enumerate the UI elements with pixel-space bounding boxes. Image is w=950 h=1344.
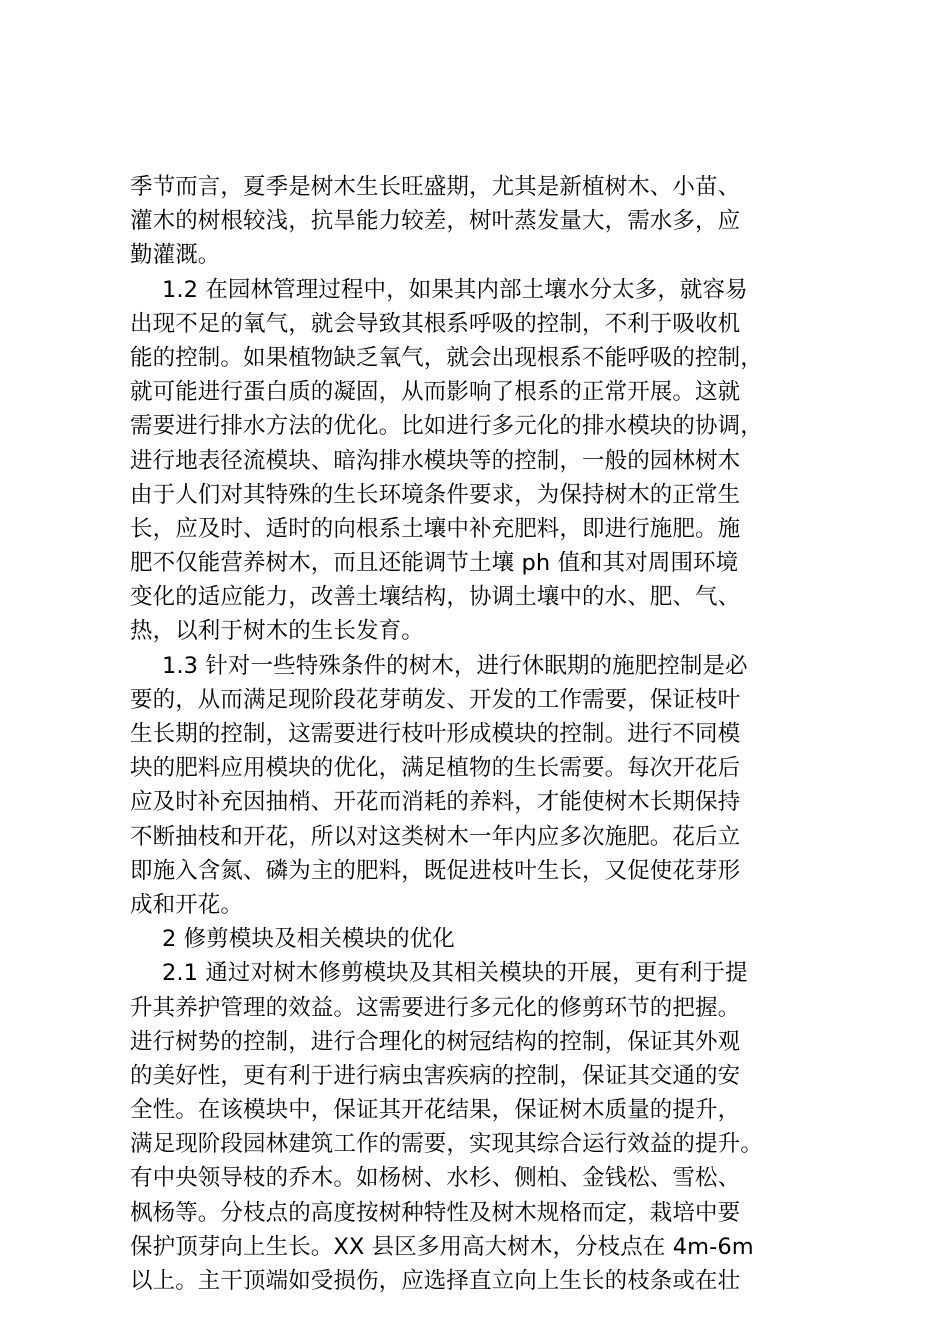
text-line: 要的，从而满足现阶段花芽萌发、开发的工作需要，保证枝叶 (130, 686, 741, 713)
text-line: 热，以利于树木的生长发育。 (130, 618, 424, 645)
section-heading: 2 修剪模块及相关模块的优化 (162, 926, 455, 953)
text-line: 不断抽枝和开花，所以对这类树木一年内应多次施肥。花后立 (130, 823, 741, 850)
text-line: 灌木的树根较浅，抗旱能力较差，树叶蒸发量大，需水多，应 (130, 208, 741, 235)
text-line: 升其养护管理的效益。这需要进行多元化的修剪环节的把握。 (130, 994, 741, 1021)
text-line: 肥不仅能营养树木，而且还能调节土壤 ph 值和其对周围环境 (130, 550, 739, 577)
text-line: 变化的适应能力，改善土壤结构，协调土壤中的水、肥、气、 (130, 584, 741, 611)
paragraph-start-line: 2.1 通过对树木修剪模块及其相关模块的开展，更有利于提 (162, 960, 748, 987)
text-line: 全性。在该模块中，保证其开花结果，保证树木质量的提升， (130, 1097, 741, 1124)
paragraph-start-line: 1.3 针对一些特殊条件的树木，进行休眠期的施肥控制是必 (162, 652, 748, 679)
text-line: 长，应及时、适时的向根系土壤中补充肥料，即进行施肥。施 (130, 515, 741, 542)
text-line: 应及时补充因抽梢、开花而消耗的养料，才能使树木长期保持 (130, 789, 741, 816)
text-line: 有中央领导枝的乔木。如杨树、水杉、侧柏、金钱松、雪松、 (130, 1165, 741, 1192)
text-line: 季节而言，夏季是树木生长旺盛期，尤其是新植树木、小苗、 (130, 174, 741, 200)
text-line: 枫杨等。分枝点的高度按树种特性及树木规格而定，栽培中要 (130, 1199, 741, 1226)
text-line: 成和开花。 (130, 891, 244, 918)
text-line: 能的控制。如果植物缺乏氧气，就会出现根系不能呼吸的控制， (130, 344, 763, 371)
text-line: 保护顶芽向上生长。XX 县区多用高大树木，分枝点在 4m-6m (130, 1233, 754, 1260)
text-line: 需要进行排水方法的优化。比如进行多元化的排水模块的协调， (130, 413, 763, 440)
text-line: 由于人们对其特殊的生长环境条件要求，为保持树木的正常生 (130, 481, 741, 508)
text-line: 就可能进行蛋白质的凝固，从而影响了根系的正常开展。这就 (130, 379, 741, 406)
document-body (130, 170, 836, 1298)
text-line: 块的肥料应用模块的优化，满足植物的生长需要。每次开花后 (130, 755, 741, 782)
text-line: 生长期的控制，这需要进行枝叶形成模块的控制。进行不同模 (130, 721, 741, 747)
text-line: 出现不足的氧气，就会导致其根系呼吸的控制，不利于吸收机 (130, 310, 741, 337)
text-line: 勤灌溉。 (130, 242, 221, 269)
paragraph-start-line: 1.2 在园林管理过程中，如果其内部土壤水分太多，就容易 (162, 276, 748, 303)
text-line: 进行地表径流模块、暗沟排水模块等的控制，一般的园林树木 (130, 447, 741, 474)
text-line: 即施入含氮、磷为主的肥料，既促进枝叶生长，又促使花芽形 (130, 857, 741, 884)
text-line: 满足现阶段园林建筑工作的需要，实现其综合运行效益的提升。 (130, 1131, 763, 1158)
text-line: 的美好性，更有利于进行病虫害疾病的控制，保证其交通的安 (130, 1062, 741, 1089)
text-line: 以上。主干顶端如受损伤，应选择直立向上生长的枝条或在壮 (130, 1268, 741, 1294)
text-line: 进行树势的控制，进行合理化的树冠结构的控制，保证其外观 (130, 1028, 741, 1055)
